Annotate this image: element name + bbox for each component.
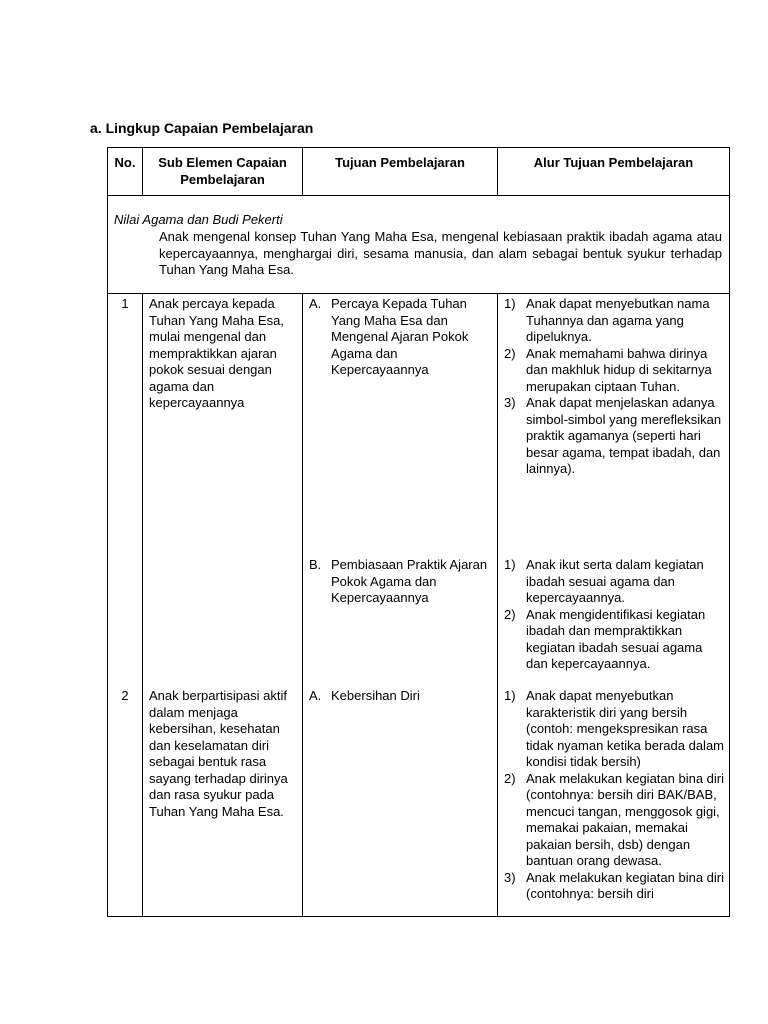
section-heading: a. Lingkup Capaian Pembelajaran — [90, 120, 314, 136]
item-number: 3) — [504, 395, 516, 410]
list-item — [504, 395, 726, 478]
section-title: Nilai Agama dan Budi Pekerti — [114, 212, 283, 227]
item-number: 1) — [504, 557, 516, 572]
list-item — [504, 607, 726, 673]
item-text: Anak melakukan kegiatan bina diri (contohnya: bersih diri BAK/BAB, mencuci tangan, menggosok gigi, memakai pakaian, memakai pakaian bersih, dsb) dengan bantuan orang dewasa. — [526, 770, 725, 868]
row-1-number: 1 — [121, 296, 129, 311]
list-item — [504, 688, 726, 771]
item-number: 2) — [504, 770, 516, 786]
row-1-tujuan-a — [309, 296, 495, 379]
row-1-sub-elemen: Anak percaya kepada Tuhan Yang Maha Esa, mulai mengenal dan mempraktikkan ajaran pokok sesuai dengan agama dan kepercayaannya — [149, 296, 284, 410]
header-alur: Alur Tujuan Pembelajaran — [533, 155, 694, 170]
item-text: Anak dapat menyebutkan nama Tuhannya dan agama yang dipeluknya. — [526, 296, 710, 344]
header-tujuan: Tujuan Pembelajaran — [335, 155, 465, 170]
list-item — [504, 296, 726, 346]
item-number: 3) — [504, 869, 516, 885]
row-2-tujuan-a — [309, 688, 495, 705]
item-text: Anak ikut serta dalam kegiatan ibadah sesuai agama dan kepercayaannya. — [526, 557, 704, 605]
tujuan-label: A. — [309, 296, 322, 311]
header-sub-elemen: Sub Elemen Capaian Pembelajaran — [158, 155, 287, 187]
list-item — [504, 771, 726, 870]
tujuan-text: Kebersihan Diri — [331, 688, 420, 703]
list-item — [504, 870, 726, 903]
list-item — [504, 346, 726, 396]
row-1-alur-a — [504, 296, 726, 478]
item-text: Anak dapat menyebutkan karakteristik diri yang bersih (contoh: mengekspresikan rasa tidak nyaman ketika berada dalam kondisi tidak bersih) — [526, 688, 725, 769]
item-number: 1) — [504, 688, 516, 703]
tujuan-text: Percaya Kepada Tuhan Yang Maha Esa dan Mengenal Ajaran Pokok Agama dan Kepercayaannya — [331, 296, 469, 377]
header-no: No. — [114, 155, 136, 170]
item-text: Anak mengidentifikasi kegiatan ibadah dan mempraktikkan kegiatan ibadah sesuai agama dan kepercayaannya. — [526, 606, 706, 671]
row-2-number: 2 — [121, 688, 129, 703]
list-item — [504, 557, 726, 607]
item-number: 2) — [504, 345, 516, 361]
tujuan-text: Pembiasaan Praktik Ajaran Pokok Agama dan Kepercayaannya — [331, 557, 488, 605]
row-1-alur-b — [504, 557, 726, 673]
item-number: 1) — [504, 296, 516, 311]
tujuan-label: B. — [309, 557, 322, 572]
row-2-sub-elemen: Anak berpartisipasi aktif dalam menjaga kebersihan, kesehatan dan keselamatan diri sebagai bentuk rasa sayang terhadap dirinya dan rasa syukur pada Tuhan Yang Maha Esa. — [149, 688, 288, 819]
item-text: Anak dapat menjelaskan adanya simbol-simbol yang merefleksikan praktik agamanya (seperti hari besar agama, tempat ibadah, dan lainnya). — [526, 395, 722, 476]
item-text: Anak melakukan kegiatan bina diri (contohnya: bersih diri — [526, 869, 725, 901]
item-text: Anak memahami bahwa dirinya dan makhluk hidup di sekitarnya merupakan ciptaan Tuhan. — [526, 345, 712, 394]
tujuan-label: A. — [309, 688, 322, 703]
row-2-alur-a — [504, 688, 726, 915]
item-number: 2) — [504, 606, 516, 622]
row-1-tujuan-b — [309, 557, 495, 607]
section-description: Anak mengenal konsep Tuhan Yang Maha Esa, mengenal kebiasaan praktik ibadah agama atau kepercayaannya, menghargai diri, sesama manusia, dan alam sebagai bentuk syukur terhadap Tuhan Yang Maha Esa. — [159, 229, 722, 277]
